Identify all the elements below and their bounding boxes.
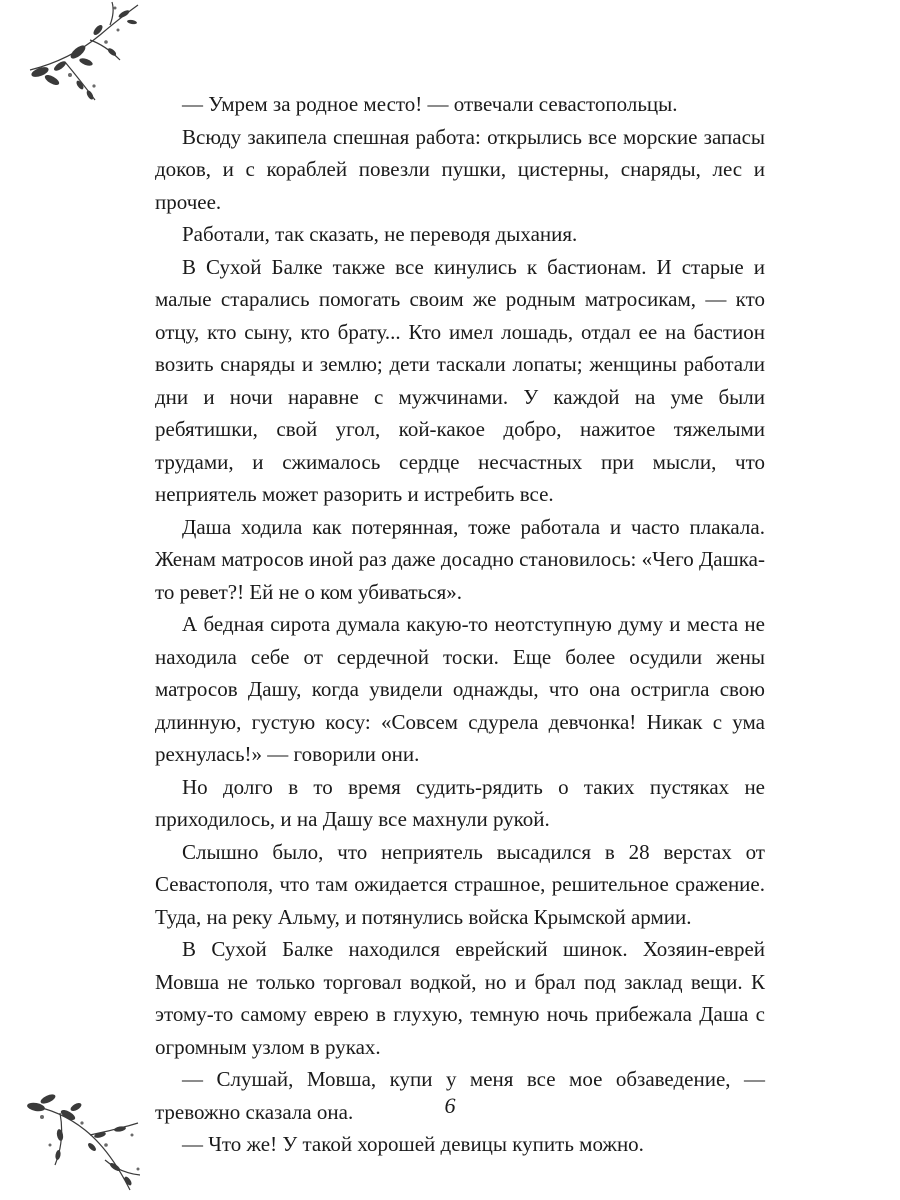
paragraph: А бедная сирота думала какую-то неотступную думу и места не находила себе от сердечной тоски. Еще более осудили жены матросов Дашу, когда увидели однажды, что она остригла свою длинную, густую косу: «Совсем сдурела девчонка! Никак с ума рехнулась!» — говорили они. (155, 612, 765, 766)
paragraph: Но долго в то время судить-рядить о таких пустяках не приходилось, и на Дашу все махнули рукой. (155, 774, 765, 831)
body-text (155, 88, 765, 1161)
paragraph: Даша ходила как потерянная, тоже работала и часто плакала. Женам матросов иной раз даже досадно становилось: «Чего Дашка-то ревет?! Ей не о ком убиваться». (155, 514, 765, 604)
paragraph: Работали, так сказать, не переводя дыхания. (182, 222, 578, 246)
paragraph: Всюду закипела спешная работа: открылись все морские запасы доков, и с кораблей повезли пушки, цистерны, снаряды, лес и прочее. (155, 124, 765, 214)
paragraph: — Слушай, Мовша, купи у меня все мое обзаведение, — тревожно сказала она. (155, 1067, 765, 1124)
paragraph: Слышно было, что неприятель высадился в 28 верстах от Севастополя, что там ожидается страшное, решительное сражение. Туда, на реку Альму, и потянулись войска Крымской армии. (155, 839, 765, 929)
page-number: 6 (444, 1093, 456, 1118)
floral-ornament-top-icon (20, 0, 150, 110)
paragraph: В Сухой Балке также все кинулись к бастионам. И старые и малые старались помогать своим же родным матросикам, — кто отцу, кто сыну, кто брату... Кто имел лошадь, отдал ее на бастион возить снаряды и землю; дети таскали лопаты; женщины работали дни и ночи наравне с мужчинами. У каждой на уме были ребятишки, свой угол, кой-какое добро, нажитое тяжелыми трудами, и сжималось сердце несчастных при мысли, что неприятель может разорить и истребить все. (155, 254, 765, 506)
floral-branch-icon (20, 1085, 145, 1200)
paragraph: В Сухой Балке находился еврейский шинок. Хозяин-еврей Мовша не только торговал водкой, но и брал под заклад вещи. К этому-то самому еврею в глухую, темную ночь прибежала Даша с огромным узлом в руках. (155, 937, 765, 1059)
paragraph: — Умрем за родное место! — отвечали севастопольцы. (182, 92, 678, 116)
paragraph: — Что же! У такой хорошей девицы купить можно. (182, 1132, 644, 1156)
floral-ornament-bottom-icon (20, 1085, 145, 1200)
floral-branch-icon (20, 0, 150, 110)
